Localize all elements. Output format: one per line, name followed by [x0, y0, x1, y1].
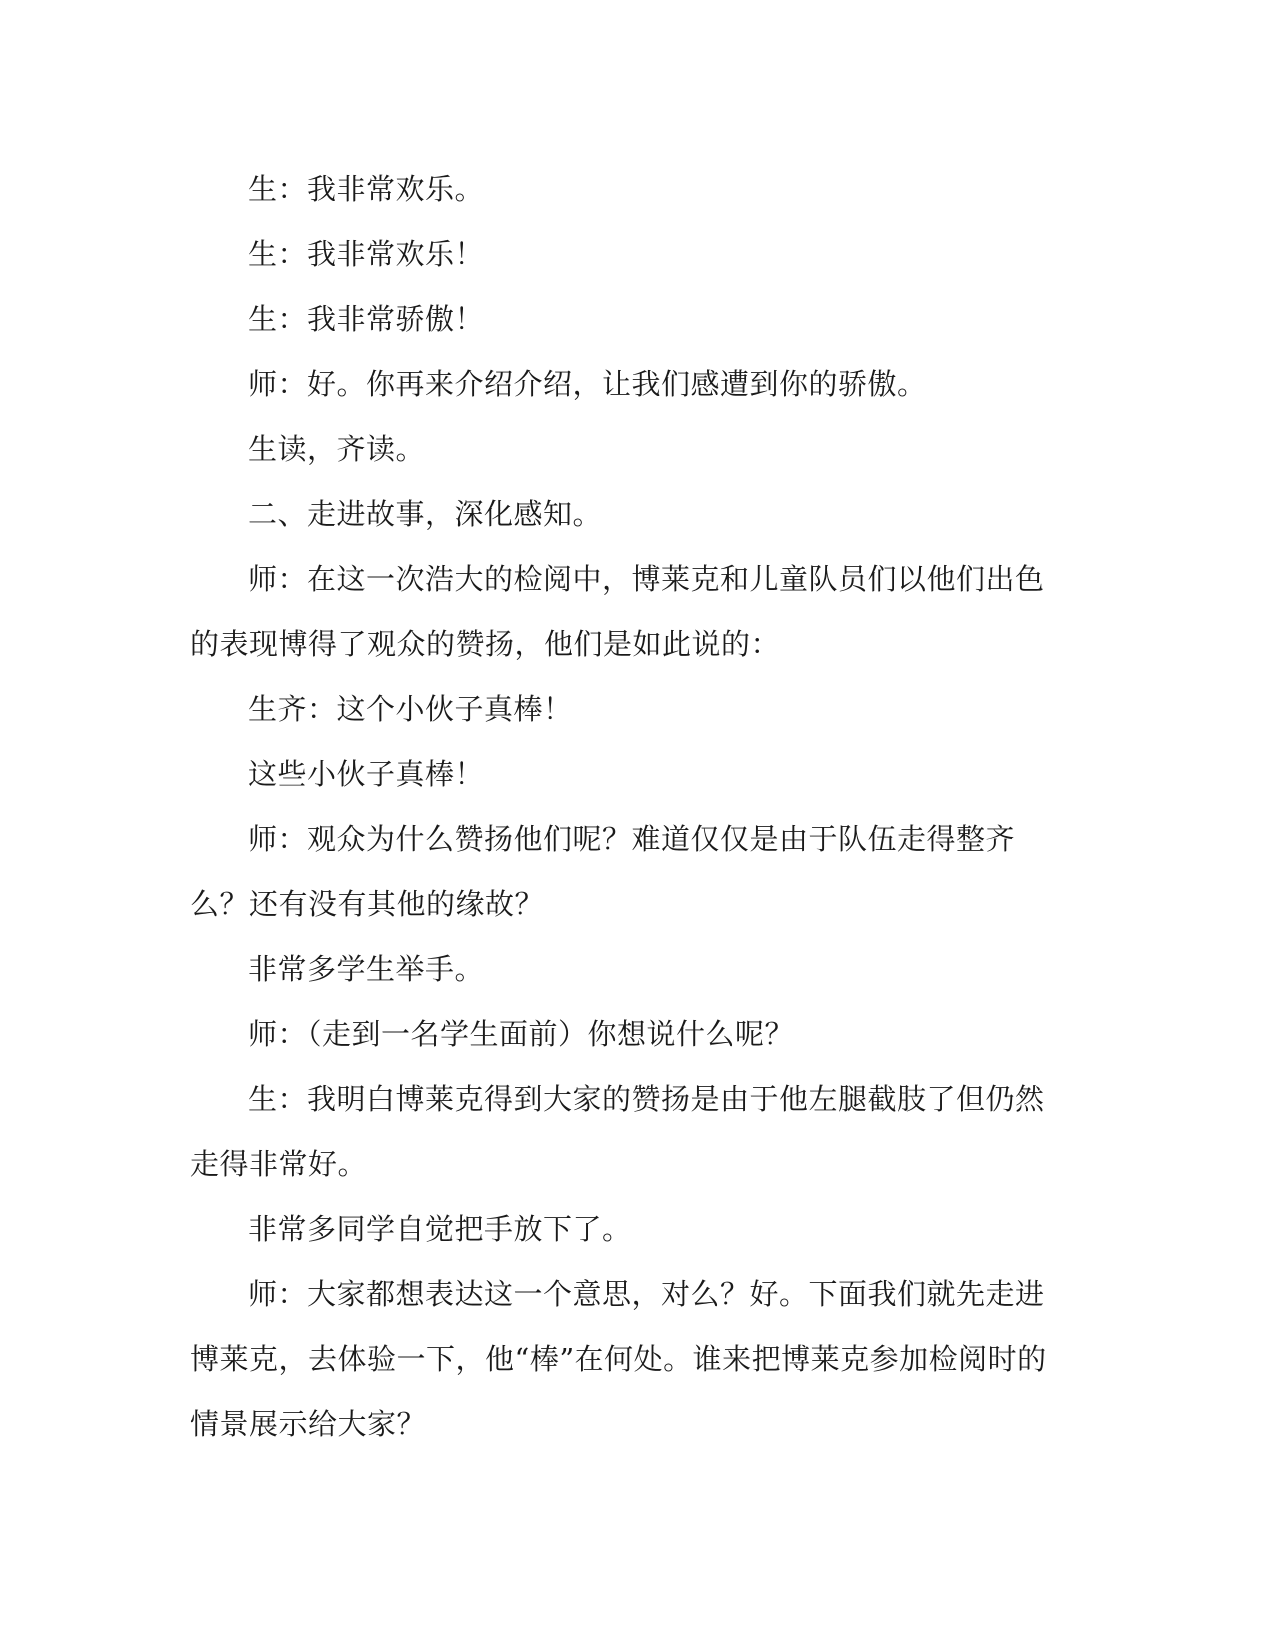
- paragraph-9: 这些小伙子真棒！: [248, 757, 485, 791]
- paragraph-7: 师：在这一次浩大的检阅中，博莱克和儿童队员们以他们出色的表现博得了观众的赞扬，他们是如此说的：: [190, 562, 1045, 661]
- paragraph-4: 师：好。你再来介绍介绍，让我们感遭到你的骄傲。: [248, 367, 927, 401]
- paragraph-5: 生读，齐读。: [248, 432, 426, 466]
- paragraph-3: 生：我非常骄傲！: [248, 302, 485, 336]
- paragraph-11: 非常多学生举手。: [248, 952, 485, 986]
- paragraph-13: 生：我明白博莱克得到大家的赞扬是由于他左腿截肢了但仍然走得非常好。: [190, 1082, 1045, 1181]
- paragraph-10: 师：观众为什么赞扬他们呢？难道仅仅是由于队伍走得整齐么？还有没有其他的缘故？: [190, 822, 1016, 921]
- paragraph-12: 师：（走到一名学生面前）你想说什么呢？: [248, 1017, 795, 1051]
- paragraph-1: 生：我非常欢乐。: [248, 172, 485, 206]
- document-body: [190, 157, 1070, 1457]
- paragraph-8: 生齐：这个小伙子真棒！: [248, 692, 573, 726]
- paragraph-2: 生：我非常欢乐！: [248, 237, 485, 271]
- paragraph-15: 师：大家都想表达这一个意思，对么？好。下面我们就先走进博莱克，去体验一下，他“棒”在何处。谁来把博莱克参加检阅时的情景展示给大家？: [190, 1277, 1047, 1441]
- paragraph-14: 非常多同学自觉把手放下了。: [248, 1212, 632, 1246]
- section-heading: 二、走进故事，深化感知。: [248, 497, 603, 531]
